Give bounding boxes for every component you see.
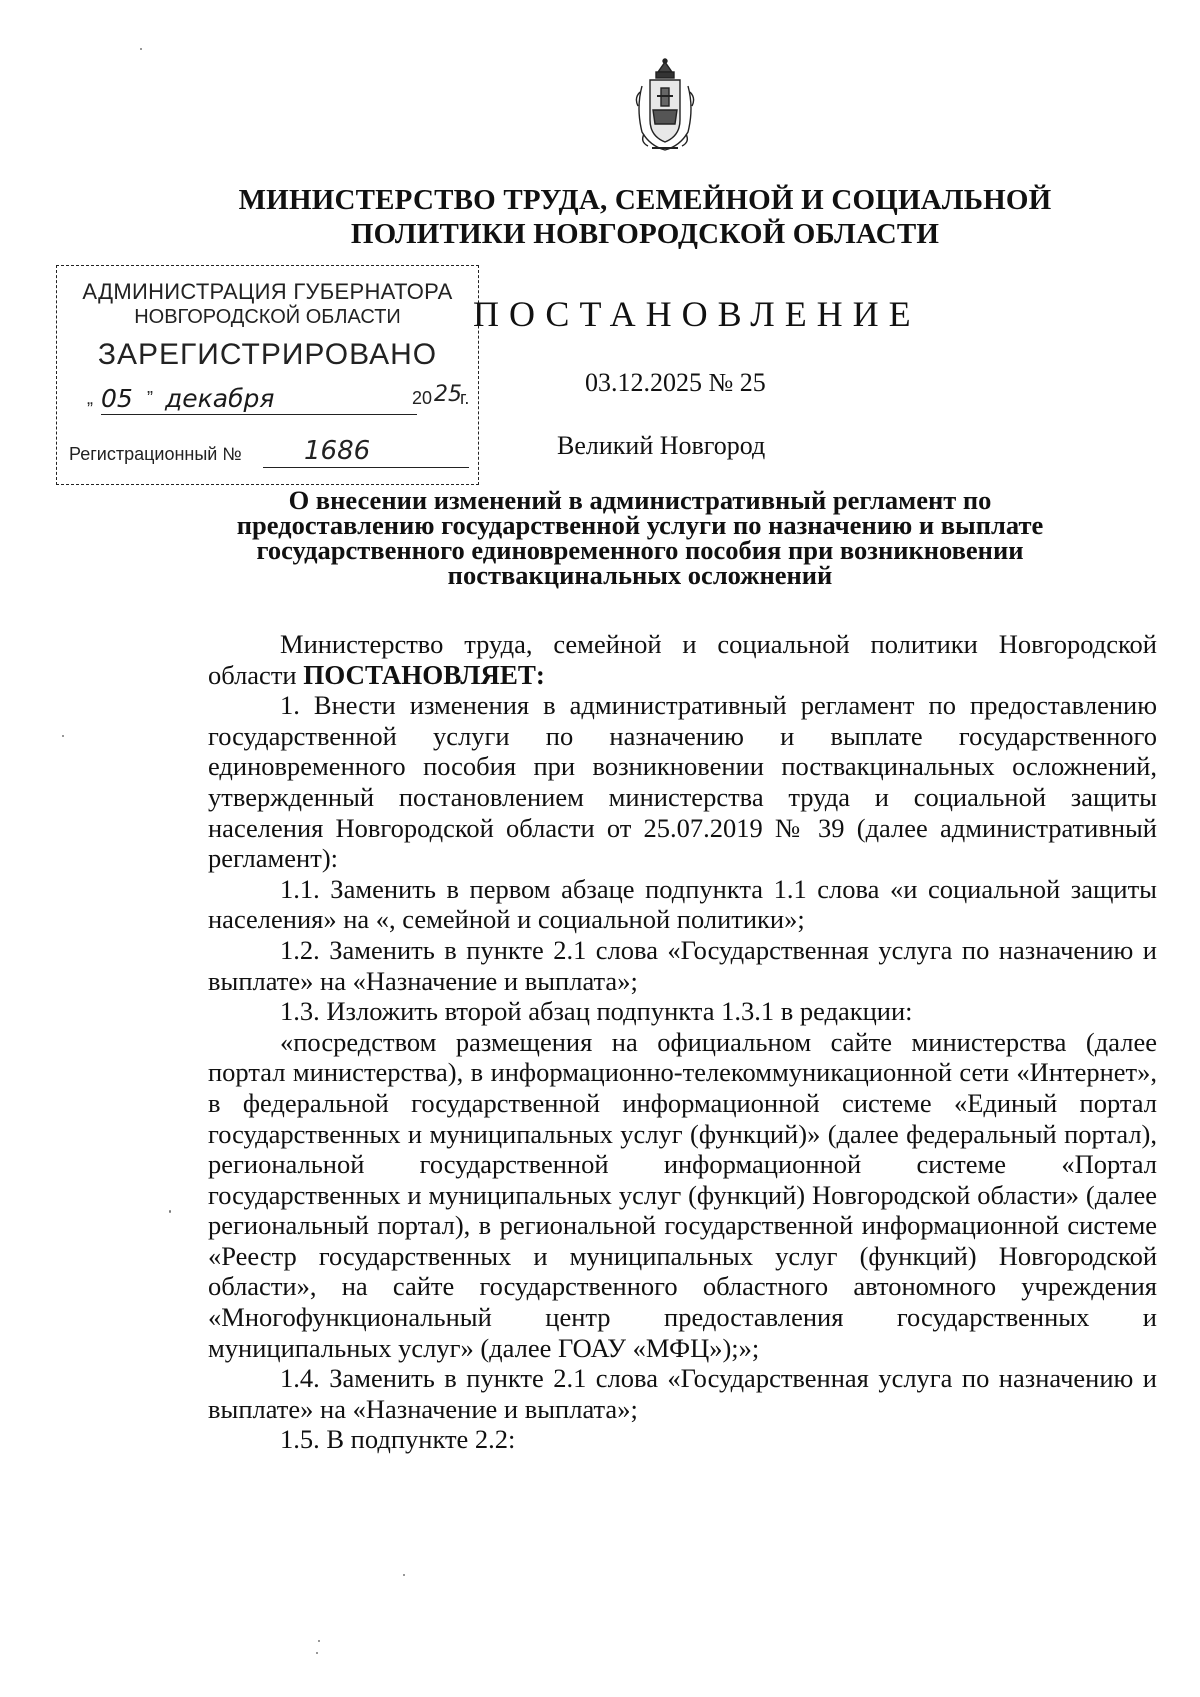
document-body — [208, 629, 1157, 1455]
stamp-quote-open: „ — [87, 388, 93, 408]
document-title — [200, 485, 1080, 590]
stamp-year-prefix: 20 — [412, 388, 433, 408]
title-line4: поствакцинальных осложнений — [447, 560, 833, 590]
paragraph-1-3: 1.3. Изложить второй абзац подпункта 1.3.1 в редакции: — [280, 996, 913, 1027]
stamp-status: ЗАРЕГИСТРИРОВАНО — [97, 338, 438, 371]
title-line3: государственного единовременного пособия при возникновении — [256, 535, 1024, 565]
scan-speck — [140, 48, 142, 50]
paragraph-1-4: 1.4. Заменить в пункте 2.1 слова «Государственная услуга по назначению и выплате» на «Назначение и выплата»; — [208, 1363, 1157, 1424]
scan-speck — [62, 735, 64, 737]
stamp-org-line1: АДМИНИСТРАЦИЯ ГУБЕРНАТОРА — [82, 279, 453, 304]
stamp-year-suffix: г. — [460, 388, 470, 408]
stamp-reg-value: 1686 — [304, 436, 371, 466]
ministry-name-line2: ПОЛИТИКИ НОВГОРОДСКОЙ ОБЛАСТИ — [350, 218, 940, 250]
stamp-reg-underline — [263, 467, 469, 468]
decree-word: ПОСТАНОВЛЯЕТ: — [303, 659, 545, 690]
document-city: Великий Новгород — [557, 431, 766, 460]
title-line1: О внесении изменений в административный регламент по — [288, 485, 992, 515]
paragraph-1-3-quote: «посредством размещения на официальном сайте министерства (далее портал министерства), в информационно-телекоммуникационной сети «Интернет», в федеральной государственной информационной системе «Единый портал государственных и муниципальных услуг (функций)» (далее федеральный портал), региональной государственной информационной системе «Портал государственных и муниципальных услуг (функций) Новгородской области» (далее региональный портал), в региональной государственной информационной системе «Реестр государственных и муниципальных услуг (функций) Новгородской области», на сайте государственного областного автономного учреждения «Многофункциональный центр предоставления государственных и муниципальных услуг» (далее ГОАУ «МФЦ»);»; — [208, 1026, 1157, 1363]
paragraph-1-1: 1.1. Заменить в первом абзаце подпункта 1.1 слова «и социальной защиты населения» на «, семейной и социальной политики»; — [208, 873, 1157, 935]
coat-of-arms-icon — [630, 58, 700, 154]
stamp-date-underline — [101, 414, 417, 415]
stamp-org-line2: НОВГОРОДСКОЙ ОБЛАСТИ — [134, 306, 401, 328]
intro-text: Министерство труда, семейной и социальной политики Новгородской области — [208, 629, 1157, 690]
paragraph-1: 1. Внести изменения в административный регламент по предоставлению государственной услуги по назначению и выплате государственного единовременного пособия при возникновении поствакцинальных осложнений, утвержденный постановлением министерства труда и социальной защиты населения Новгородской области от 25.07.2019 № 39 (далее административный регламент): — [208, 690, 1157, 874]
scan-speck — [169, 1210, 171, 1213]
intro-paragraph — [208, 629, 1157, 690]
stamp-date — [87, 382, 470, 418]
document-date-number: 03.12.2025 № 25 — [585, 368, 766, 397]
stamp-month: декабря — [165, 384, 275, 413]
scan-speck — [318, 1640, 320, 1642]
ministry-name-line1: МИНИСТЕРСТВО ТРУДА, СЕМЕЙНОЙ И СОЦИАЛЬНОЙ — [238, 184, 1052, 216]
document-type: ПОСТАНОВЛЕНИЕ — [473, 294, 921, 334]
registration-stamp — [56, 265, 479, 485]
stamp-day: 05 — [101, 384, 133, 413]
paragraph-1-5: 1.5. В подпункте 2.2: — [280, 1424, 516, 1455]
scan-speck — [316, 1652, 318, 1654]
scan-speck — [403, 1574, 405, 1576]
stamp-year-hand: 25 — [434, 382, 462, 407]
paragraph-1-2: 1.2. Заменить в пункте 2.1 слова «Государственная услуга по назначению и выплате» на «Назначение и выплата»; — [208, 934, 1157, 996]
stamp-reg-label: Регистрационный № — [69, 444, 242, 464]
stamp-quote-close: ” — [147, 388, 153, 408]
stamp-reg-number — [69, 436, 469, 470]
title-line2: предоставлению государственной услуги по назначению и выплате — [236, 510, 1044, 540]
